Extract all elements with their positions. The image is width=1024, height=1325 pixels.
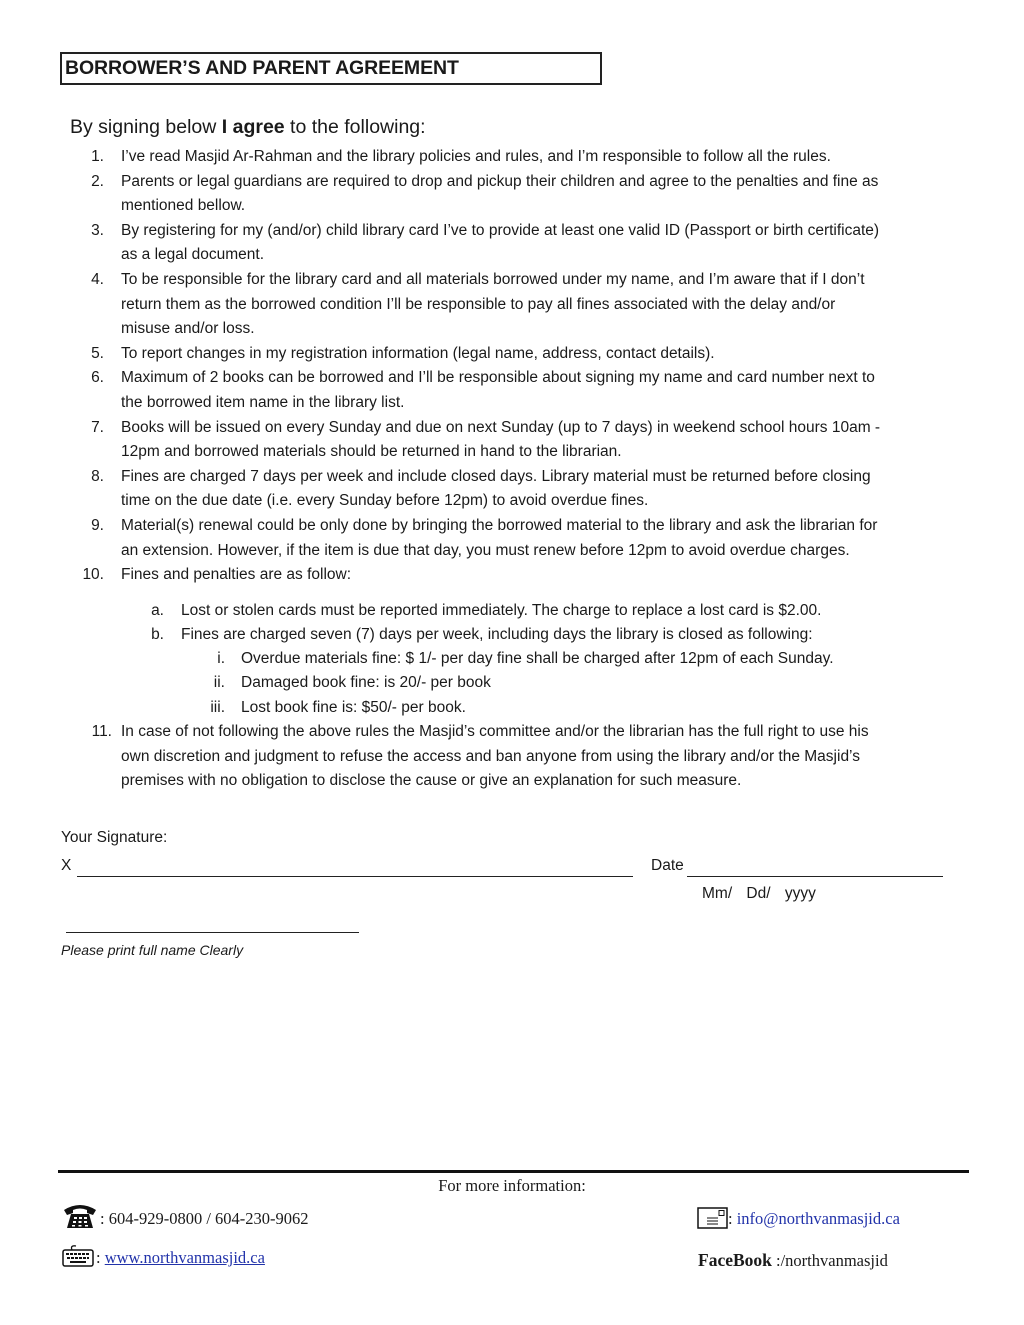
subsubrule-numeral: i. xyxy=(217,649,225,667)
rule-number: 1. xyxy=(91,148,104,165)
rule-line: misuse and/or loss. xyxy=(121,320,255,338)
subrule-text: Lost or stolen cards must be reported immediately. The charge to replace a lost card is $2.00. xyxy=(181,601,822,619)
email-link[interactable]: info@northvanmasjid.ca xyxy=(736,1209,900,1228)
footer-website xyxy=(62,1244,265,1268)
rule-line: an extension. However, if the item is due that day, you must renew before 12pm to avoid overdue charges. xyxy=(121,541,850,559)
rule-line: By registering for my (and/or) child library card I’ve to provide at least one valid ID (Passport or birth certificate) xyxy=(121,221,880,239)
footer-email xyxy=(697,1207,900,1229)
rule-number: 6. xyxy=(91,369,104,387)
rule-line: 12pm and borrowed materials should be returned in hand to the librarian. xyxy=(121,443,622,461)
rule-line: Books will be issued on every Sunday and due on next Sunday (up to 7 days) in weekend school hours 10am - xyxy=(121,418,881,436)
intro-bold: I agree xyxy=(221,116,285,138)
rule-line: Maximum of 2 books can be borrowed and I’ll be responsible about signing my name and card number next to xyxy=(121,369,875,387)
subsubrule-numeral: ii. xyxy=(213,674,225,692)
rule-line: own discretion and judgment to refuse the access and ban anyone from using the library and/or the Masjid’s xyxy=(121,747,860,765)
print-name-hint: Please print full name Clearly xyxy=(61,942,244,958)
date-format: Mm/ Dd/ yyyy xyxy=(702,885,816,902)
rule-number: 2. xyxy=(91,172,104,190)
rule-number: 3. xyxy=(91,221,104,239)
rule-text xyxy=(121,465,871,514)
rule-line: Material(s) renewal could be only done by bringing the borrowed material to the library and ask the librarian for xyxy=(121,517,878,534)
rule-line: premises with no obligation to disclose the cause or give an explanation for such measure. xyxy=(121,772,742,790)
email-separator: : xyxy=(728,1209,737,1228)
rule-line: Fines and penalties are as follow: xyxy=(121,566,352,584)
rule-number: 4. xyxy=(91,271,104,288)
footer-divider xyxy=(58,1170,969,1173)
rule-text xyxy=(121,145,831,170)
rule-text xyxy=(121,342,715,367)
website-link[interactable]: www.northvanmasjid.ca xyxy=(104,1248,265,1267)
facebook-handle[interactable]: :/northvanmasjid xyxy=(771,1251,888,1270)
rule-text xyxy=(121,366,875,415)
rule-text xyxy=(121,416,880,465)
subsubrule-text: Lost book fine is: $50/- per book. xyxy=(241,698,466,716)
date-label: Date xyxy=(651,857,684,874)
rule-text xyxy=(121,720,869,794)
rule-number: 7. xyxy=(91,418,104,436)
envelope-icon xyxy=(697,1207,728,1229)
subsubrule-text: Overdue materials fine: $ 1/- per day fine shall be charged after 12pm of each Sunday. xyxy=(241,649,834,667)
rule-line: To be responsible for the library card and all materials borrowed under my name, and I’m aware that if I don’t xyxy=(121,271,865,288)
subrule-letter: b. xyxy=(151,625,164,643)
rule-number: 9. xyxy=(91,517,104,534)
print-name-line[interactable] xyxy=(66,932,359,933)
intro-statement xyxy=(70,116,426,139)
website-separator: : xyxy=(96,1248,105,1267)
footer-phone xyxy=(62,1203,309,1229)
rule-text xyxy=(121,219,879,268)
date-line[interactable] xyxy=(687,876,943,877)
rule-number: 10. xyxy=(82,566,104,584)
rule-line: return them as the borrowed condition I’ll be responsible to pay all fines associated with the delay and/or xyxy=(121,295,836,313)
rule-text xyxy=(121,268,865,342)
rule-line: To report changes in my registration information (legal name, address, contact details). xyxy=(121,344,715,362)
keyboard-icon xyxy=(62,1244,94,1268)
rule-line: the borrowed item name in the library list. xyxy=(121,393,405,411)
rule-line: In case of not following the above rules the Masjid’s committee and/or the librarian has the full right to use his xyxy=(121,723,869,741)
rule-text xyxy=(121,170,878,219)
telephone-icon xyxy=(62,1203,98,1229)
phone-numbers: : 604-929-0800 / 604-230-9062 xyxy=(100,1209,309,1228)
rule-text xyxy=(121,514,877,563)
rule-line: as a legal document. xyxy=(121,246,265,264)
subrule-letter: a. xyxy=(151,601,164,619)
rule-line: I’ve read Masjid Ar-Rahman and the library policies and rules, and I’m responsible to follow all the rules. xyxy=(121,148,831,165)
intro-after: to the following: xyxy=(284,116,426,138)
rule-line: Parents or legal guardians are required to drop and pickup their children and agree to the penalties and fine as xyxy=(121,172,879,190)
facebook-label: FaceBook xyxy=(698,1250,772,1270)
subsubrule-numeral: iii. xyxy=(210,698,225,716)
subsubrule-text: Damaged book fine: is 20/- per book xyxy=(241,674,491,692)
rule-text xyxy=(121,563,351,588)
footer-title: For more information: xyxy=(438,1176,586,1195)
rule-line: Fines are charged 7 days per week and include closed days. Library material must be returned before closing xyxy=(121,467,871,485)
intro-before: By signing below xyxy=(70,116,222,138)
subrule-text: Fines are charged seven (7) days per week, including days the library is closed as following: xyxy=(181,625,813,643)
rule-number: 5. xyxy=(91,344,104,362)
signature-line[interactable] xyxy=(77,876,633,877)
rule-line: mentioned bellow. xyxy=(121,197,246,215)
agreement-title: BORROWER’S AND PARENT AGREEMENT xyxy=(60,52,602,85)
rule-line: time on the due date (i.e. every Sunday before 12pm) to avoid overdue fines. xyxy=(121,492,649,510)
footer-facebook xyxy=(698,1250,888,1271)
signature-label: Your Signature: xyxy=(61,829,168,846)
rule-number: 11. xyxy=(91,723,112,741)
rule-number: 8. xyxy=(91,467,104,485)
signature-x-mark: X xyxy=(61,857,72,874)
